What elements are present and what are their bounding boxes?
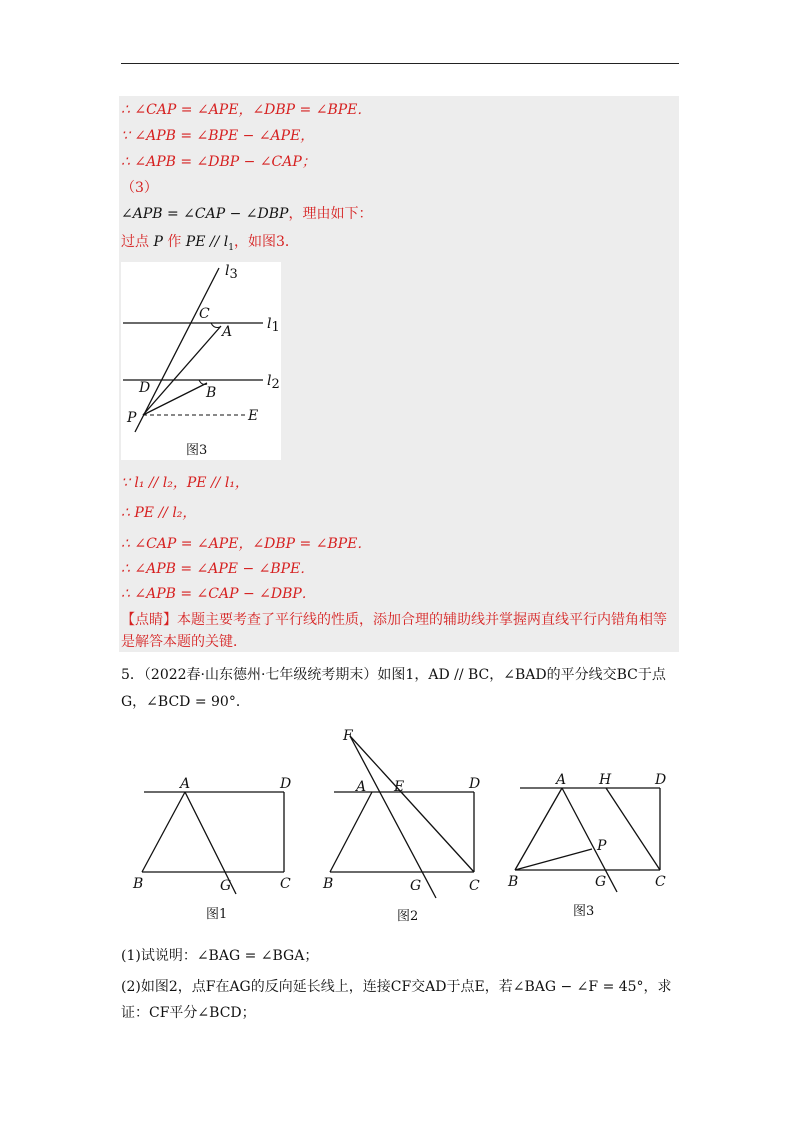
svg-text:H: H <box>599 772 612 788</box>
proof-line: ∴ ∠CAP = ∠APE，∠DBP = ∠BPE． <box>121 536 372 552</box>
svg-text:B: B <box>508 874 519 890</box>
figure-1-diagram <box>132 776 291 922</box>
label-d: D <box>139 380 151 396</box>
svg-text:D: D <box>280 776 292 792</box>
part3-conclusion: ∠APB = ∠CAP − ∠DBP，理由如下： <box>121 206 373 222</box>
figure-caption: 图2 <box>397 909 419 924</box>
part3-construction: 过点 P 作 PE // $l_1$，如图3． <box>121 234 299 253</box>
label-l1: l1 <box>267 316 280 335</box>
label-b: B <box>206 385 217 401</box>
svg-text:C: C <box>655 874 666 890</box>
proof-line: ∵ ∠APB = ∠BPE − ∠APE， <box>121 128 315 144</box>
svg-text:B: B <box>323 876 334 892</box>
proof-line: ∴ ∠CAP = ∠APE，∠DBP = ∠BPE． <box>121 102 372 118</box>
label-l2: l2 <box>267 373 280 392</box>
subquestion-1: (1)试说明：∠BAG = ∠BGA； <box>121 948 319 964</box>
svg-text:A: A <box>180 776 191 792</box>
proof-line: ∵ l₁ // l₂，PE // l₁， <box>121 475 249 491</box>
svg-text:C: C <box>469 878 480 894</box>
label-l3: l3 <box>225 263 238 282</box>
svg-text:D: D <box>655 772 667 788</box>
svg-text:B: B <box>133 876 144 892</box>
svg-text:A: A <box>356 779 367 795</box>
comment-text: 本题主要考查了平行线的性质，添加合理的辅助线并掌握两直线平行内错角相等是解答本题的关键． <box>121 612 667 650</box>
proof-line: ∴ PE // l₂， <box>121 505 197 521</box>
svg-text:P: P <box>597 838 607 854</box>
comment-note <box>121 609 677 653</box>
label-c: C <box>199 306 210 322</box>
figure-2-diagram <box>322 728 480 924</box>
label-a: A <box>222 324 233 340</box>
part3-label: （3） <box>121 180 158 196</box>
svg-text:E: E <box>394 779 405 795</box>
figure-caption: 图1 <box>206 907 228 922</box>
angle-mark-a <box>211 323 220 328</box>
line-l3 <box>135 268 219 432</box>
svg-text:C: C <box>280 876 291 892</box>
figure-caption: 图3 <box>573 904 595 919</box>
figure-3-diagram <box>121 262 281 460</box>
proof-line: ∴ ∠APB = ∠CAP − ∠DBP． <box>121 586 316 602</box>
label-p: P <box>127 410 137 426</box>
subquestion-2: (2)如图2，点F在AG的反向延长线上，连接CF交AD于点E，若∠BAG − ∠F = 45°，求 <box>121 979 672 995</box>
svg-text:A: A <box>556 772 567 788</box>
question-intro-cont: G，∠BCD = 90°． <box>121 694 250 710</box>
proof-line: ∴ ∠APB = ∠APE − ∠BPE． <box>121 561 315 577</box>
svg-text:G: G <box>410 878 422 894</box>
question-intro: 5．（2022春·山东德州·七年级统考期末）如图1，AD // BC，∠BAD的平分线交BC于点 <box>121 667 666 683</box>
figure-3-question-diagram <box>507 772 666 919</box>
proof-line: ∴ ∠APB = ∠DBP − ∠CAP； <box>121 154 316 170</box>
comment-tag: 【点睛】 <box>121 612 177 628</box>
svg-text:F: F <box>343 728 353 744</box>
svg-text:G: G <box>220 878 232 894</box>
subquestion-2-cont: 证：CF平分∠BCD； <box>121 1005 256 1021</box>
svg-text:D: D <box>469 776 481 792</box>
label-e: E <box>248 408 259 424</box>
svg-text:G: G <box>595 874 607 890</box>
figure-caption: 图3 <box>186 443 208 458</box>
question-figures <box>120 722 680 932</box>
header-rule <box>121 63 679 64</box>
